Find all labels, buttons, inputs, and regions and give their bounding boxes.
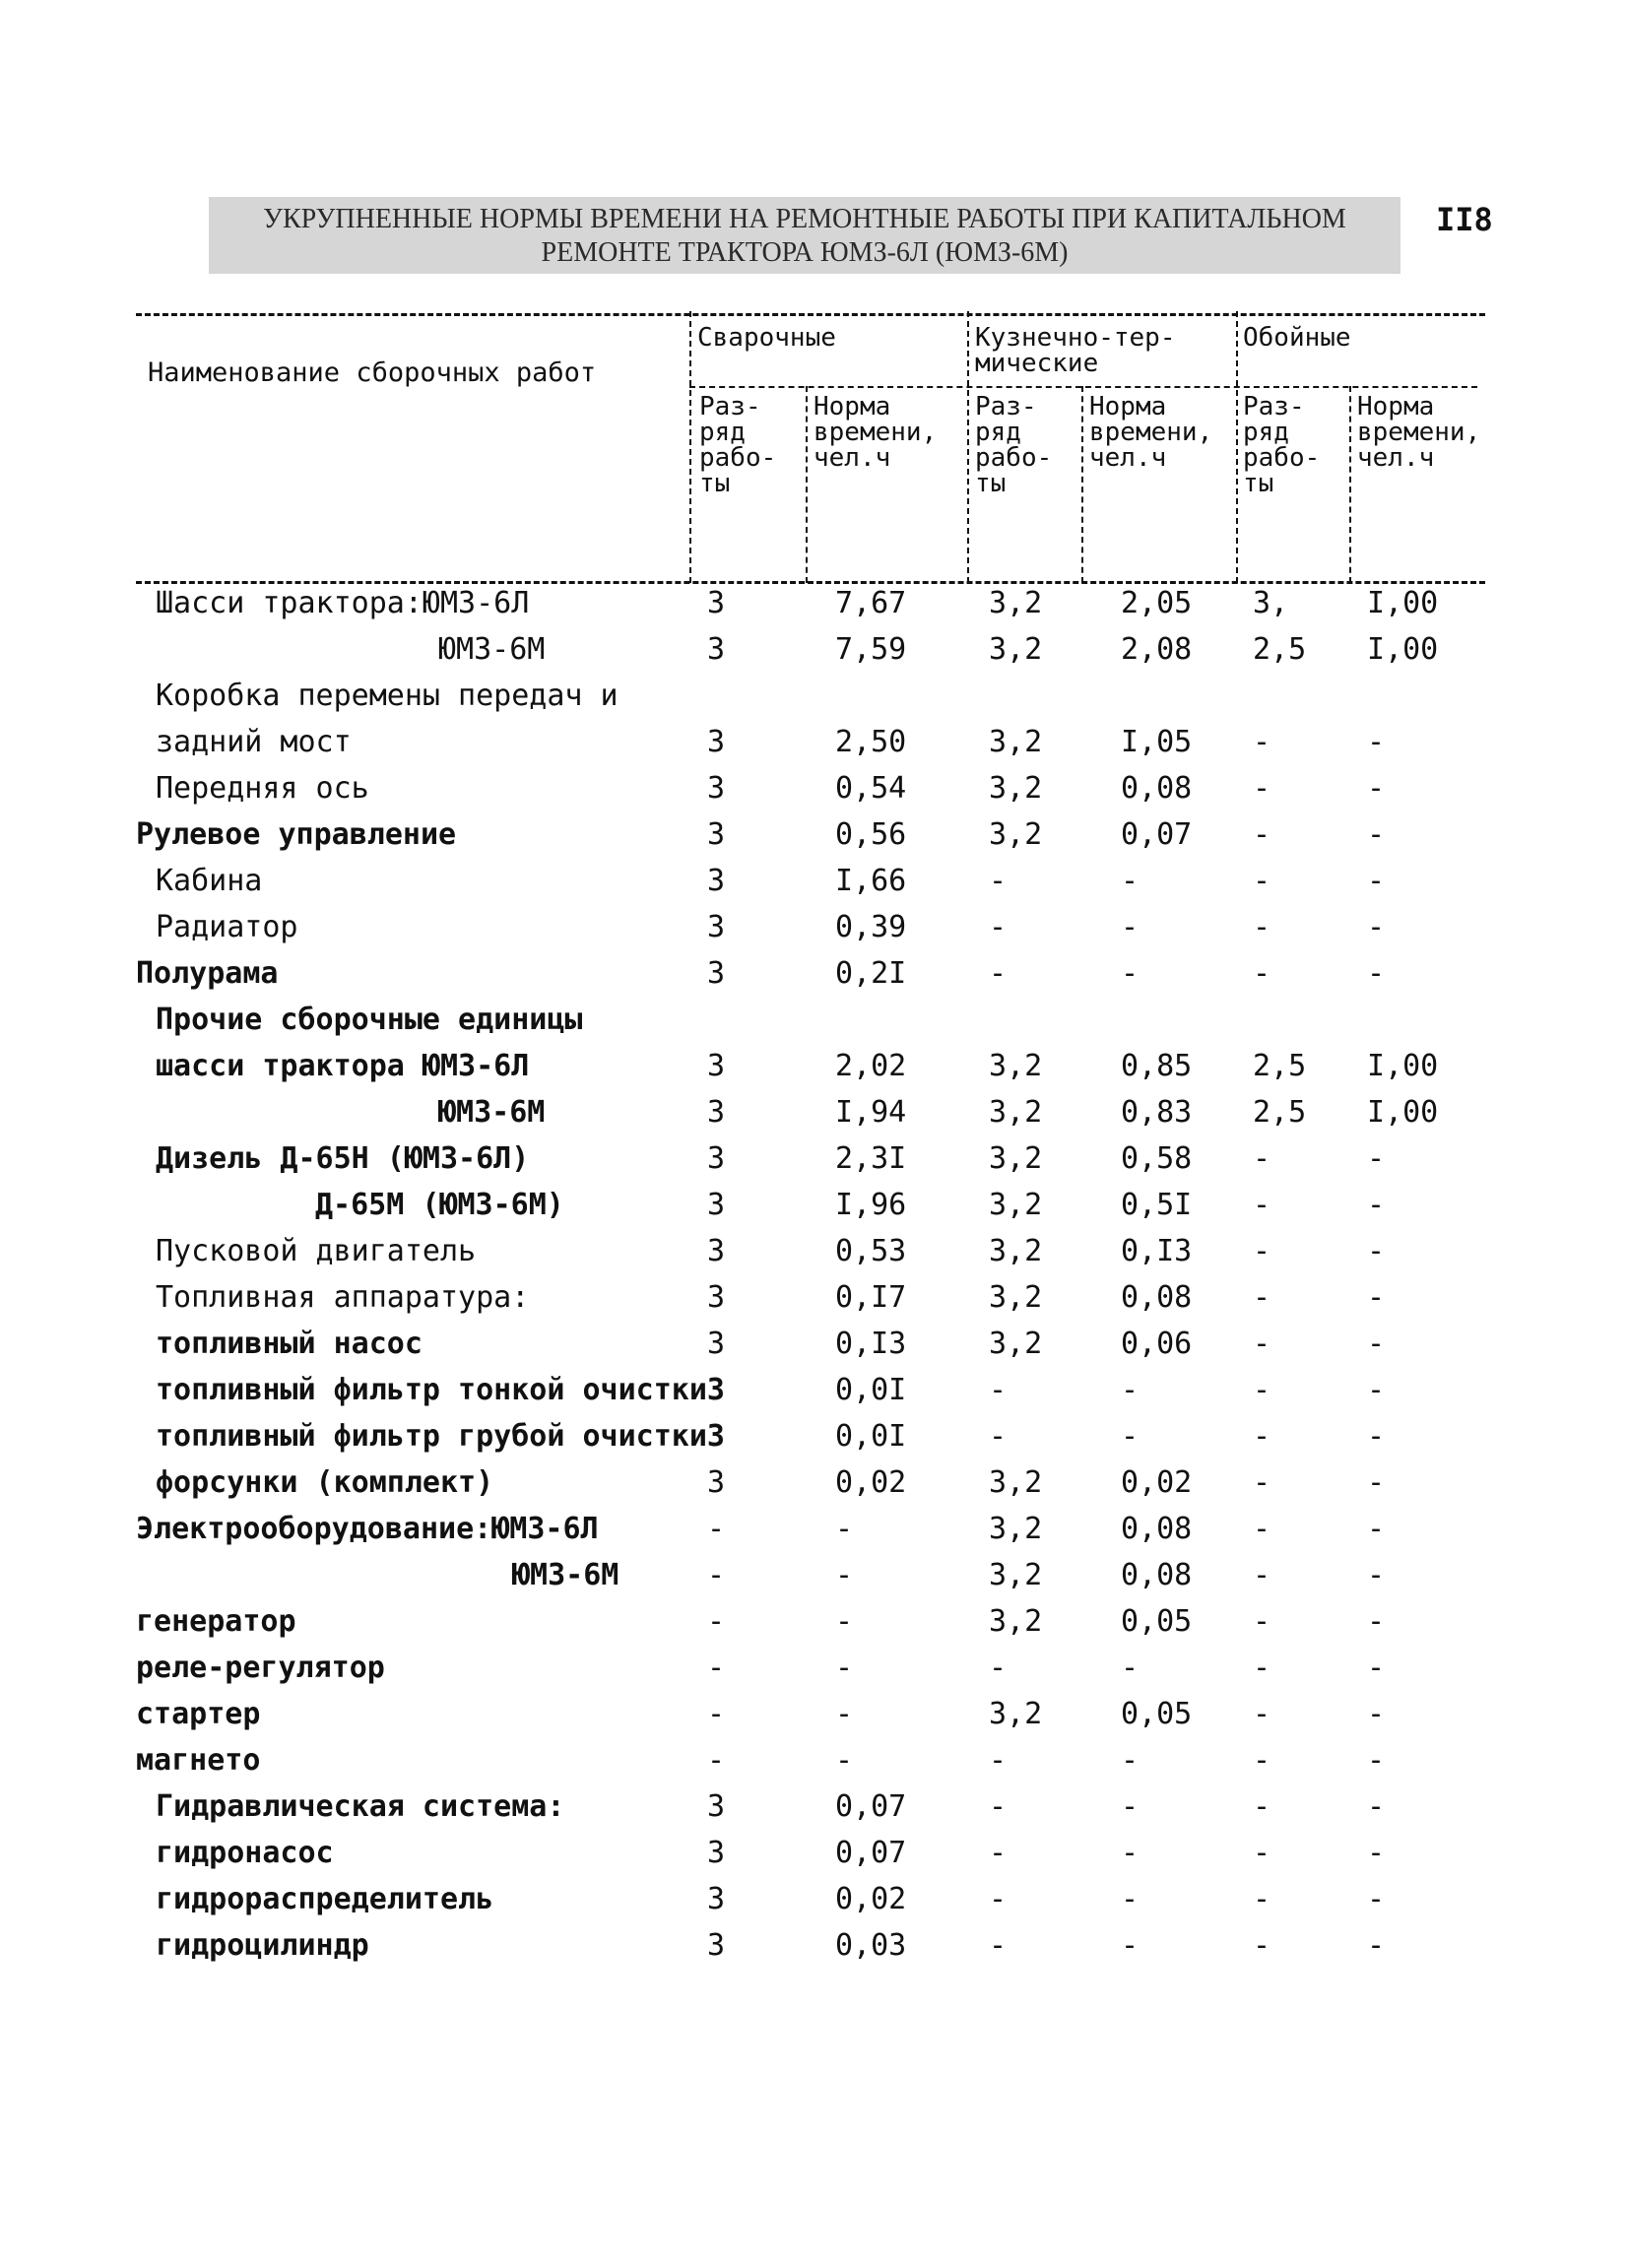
row-cell-2: 0,39 <box>835 910 907 944</box>
row-name: гидрораспределитель <box>156 1882 494 1916</box>
row-cell-3: - <box>989 1882 1008 1916</box>
row-cell-4: - <box>1121 1373 1140 1407</box>
row-cell-2: - <box>835 1558 854 1592</box>
row-cell-1: 3 <box>707 1836 726 1870</box>
row-cell-5: - <box>1253 1465 1271 1500</box>
row-name: Кабина <box>156 864 263 898</box>
row-cell-4: 2,05 <box>1121 586 1193 620</box>
row-cell-3: 3,2 <box>989 1141 1043 1176</box>
row-cell-4: 0,83 <box>1121 1095 1193 1130</box>
row-cell-1: 3 <box>707 817 726 852</box>
row-cell-1: 3 <box>707 1789 726 1824</box>
row-cell-1: - <box>707 1604 726 1639</box>
row-cell-5: - <box>1253 1280 1271 1315</box>
row-cell-6: - <box>1367 1373 1386 1407</box>
row-cell-1: 3 <box>707 586 726 620</box>
row-cell-5: - <box>1253 1141 1271 1176</box>
row-cell-1: 3 <box>707 864 726 898</box>
row-cell-1: 3 <box>707 632 726 667</box>
row-cell-5: - <box>1253 956 1271 991</box>
row-cell-2: 2,02 <box>835 1049 907 1083</box>
row-name: гидроцилиндр <box>156 1928 369 1963</box>
row-cell-5: 2,5 <box>1253 632 1307 667</box>
row-cell-6: - <box>1367 956 1386 991</box>
row-cell-5: - <box>1253 1234 1271 1268</box>
row-cell-4: - <box>1121 956 1140 991</box>
row-cell-2: 2,3I <box>835 1141 907 1176</box>
row-cell-6: - <box>1367 1604 1386 1639</box>
row-cell-1: - <box>707 1558 726 1592</box>
row-cell-4: - <box>1121 864 1140 898</box>
row-cell-3: 3,2 <box>989 1558 1043 1592</box>
row-cell-4: 0,08 <box>1121 1512 1193 1546</box>
row-cell-1: 3 <box>707 1234 726 1268</box>
row-cell-4: 0,08 <box>1121 771 1193 806</box>
row-cell-1: - <box>707 1743 726 1778</box>
row-name: Пусковой двигатель <box>156 1234 477 1268</box>
header-norma-upholstery: Норма времени, чел.ч <box>1357 392 1481 473</box>
row-cell-1: - <box>707 1512 726 1546</box>
row-cell-1: 3 <box>707 771 726 806</box>
row-cell-2: 0,0I <box>835 1419 907 1454</box>
row-cell-4: 2,08 <box>1121 632 1193 667</box>
row-cell-3: - <box>989 1373 1008 1407</box>
row-cell-5: - <box>1253 1697 1271 1731</box>
row-cell-5: - <box>1253 1928 1271 1963</box>
row-name: топливный фильтр тонкой очистки3 <box>156 1373 725 1407</box>
row-cell-5: - <box>1253 1651 1271 1685</box>
row-cell-6: - <box>1367 1882 1386 1916</box>
row-cell-4: 0,58 <box>1121 1141 1193 1176</box>
row-cell-2: 7,59 <box>835 632 907 667</box>
row-cell-2: I,96 <box>835 1188 907 1222</box>
row-cell-6: - <box>1367 910 1386 944</box>
row-cell-3: - <box>989 1651 1008 1685</box>
row-cell-2: 0,07 <box>835 1789 907 1824</box>
row-cell-4: - <box>1121 910 1140 944</box>
header-top-rule <box>136 313 1485 316</box>
row-cell-4: 0,I3 <box>1121 1234 1193 1268</box>
row-cell-6: - <box>1367 1327 1386 1361</box>
row-cell-3: 3,2 <box>989 1095 1043 1130</box>
row-cell-3: 3,2 <box>989 632 1043 667</box>
header-norma-weld: Норма времени, чел.ч <box>814 392 938 473</box>
row-cell-4: 0,05 <box>1121 1697 1193 1731</box>
row-cell-6: I,00 <box>1367 586 1439 620</box>
row-cell-3: 3,2 <box>989 725 1043 759</box>
row-cell-3: 3,2 <box>989 817 1043 852</box>
row-cell-6: - <box>1367 725 1386 759</box>
row-cell-5: - <box>1253 1419 1271 1454</box>
row-cell-4: - <box>1121 1743 1140 1778</box>
row-name: Электрооборудование:ЮМЗ-6Л <box>136 1512 599 1546</box>
row-name: магнето <box>136 1743 261 1778</box>
row-cell-5: - <box>1253 1188 1271 1222</box>
row-cell-6: - <box>1367 1928 1386 1963</box>
row-cell-5: 2,5 <box>1253 1049 1307 1083</box>
divider-upholstery-group <box>1236 311 1238 583</box>
row-cell-1: 3 <box>707 1049 726 1083</box>
row-name: Шасси трактора:ЮМЗ-6Л <box>156 586 530 620</box>
row-name: ЮМЗ-6М <box>438 1095 546 1130</box>
row-cell-1: 3 <box>707 1188 726 1222</box>
row-cell-4: - <box>1121 1419 1140 1454</box>
row-cell-1: 3 <box>707 956 726 991</box>
row-cell-2: - <box>835 1604 854 1639</box>
row-name: реле-регулятор <box>136 1651 385 1685</box>
row-cell-6: - <box>1367 1419 1386 1454</box>
row-cell-2: - <box>835 1697 854 1731</box>
row-name: Д-65М (ЮМЗ-6М) <box>315 1188 564 1222</box>
row-cell-1: 3 <box>707 1928 726 1963</box>
row-name: Дизель Д-65Н (ЮМЗ-6Л) <box>156 1141 530 1176</box>
row-cell-5: 2,5 <box>1253 1095 1307 1130</box>
row-cell-5: - <box>1253 1743 1271 1778</box>
row-cell-5: - <box>1253 1558 1271 1592</box>
row-cell-6: - <box>1367 1512 1386 1546</box>
row-name: Полурама <box>136 956 279 991</box>
row-cell-6: - <box>1367 864 1386 898</box>
row-cell-6: - <box>1367 771 1386 806</box>
row-cell-6: - <box>1367 1789 1386 1824</box>
row-name: Топливная аппаратура: <box>156 1280 530 1315</box>
row-name: генератор <box>136 1604 296 1639</box>
row-cell-3: 3,2 <box>989 1327 1043 1361</box>
row-name: топливный фильтр грубой очистки3 <box>156 1419 725 1454</box>
row-cell-5: - <box>1253 910 1271 944</box>
row-cell-4: I,05 <box>1121 725 1193 759</box>
header-norma-forge: Норма времени, чел.ч <box>1089 392 1213 473</box>
row-name: Передняя ось <box>156 771 369 806</box>
header-group-forge: Кузнечно-тер- мические <box>975 323 1176 378</box>
header-group-weld: Сварочные <box>697 323 836 353</box>
document-title <box>209 197 1400 274</box>
row-cell-1: - <box>707 1651 726 1685</box>
title-line-2: РЕМОНТЕ ТРАКТОРА ЮМЗ-6Л (ЮМЗ-6М) <box>541 237 1069 268</box>
row-cell-4: 0,07 <box>1121 817 1193 852</box>
row-cell-4: - <box>1121 1882 1140 1916</box>
row-name: Радиатор <box>156 910 298 944</box>
row-cell-4: 0,05 <box>1121 1604 1193 1639</box>
row-cell-3: - <box>989 910 1008 944</box>
row-cell-2: 0,0I <box>835 1373 907 1407</box>
row-cell-6: - <box>1367 1743 1386 1778</box>
row-cell-4: - <box>1121 1928 1140 1963</box>
row-name: ЮМЗ-6М <box>438 632 546 667</box>
row-cell-4: 0,08 <box>1121 1280 1193 1315</box>
row-cell-5: - <box>1253 725 1271 759</box>
row-cell-3: 3,2 <box>989 1512 1043 1546</box>
divider-forge <box>1081 386 1083 583</box>
row-name: задний мост <box>156 725 352 759</box>
row-cell-4: 0,08 <box>1121 1558 1193 1592</box>
divider-weld <box>806 386 808 583</box>
row-cell-5: - <box>1253 817 1271 852</box>
row-cell-3: - <box>989 1789 1008 1824</box>
row-cell-6: - <box>1367 1558 1386 1592</box>
row-cell-2: 0,I7 <box>835 1280 907 1315</box>
row-cell-3: - <box>989 1836 1008 1870</box>
row-cell-3: 3,2 <box>989 1049 1043 1083</box>
row-cell-3: 3,2 <box>989 586 1043 620</box>
row-cell-6: I,00 <box>1367 1095 1439 1130</box>
row-cell-6: - <box>1367 1697 1386 1731</box>
row-cell-2: 7,67 <box>835 586 907 620</box>
title-line-1: УКРУПНЕННЫЕ НОРМЫ ВРЕМЕНИ НА РЕМОНТНЫЕ РАБОТЫ ПРИ КАПИТАЛЬНОМ <box>263 204 1346 234</box>
row-cell-2: 0,54 <box>835 771 907 806</box>
row-cell-2: 0,03 <box>835 1928 907 1963</box>
row-cell-5: - <box>1253 1373 1271 1407</box>
row-cell-2: - <box>835 1743 854 1778</box>
row-cell-3: - <box>989 1928 1008 1963</box>
row-cell-2: 2,50 <box>835 725 907 759</box>
row-cell-4: - <box>1121 1789 1140 1824</box>
row-cell-6: - <box>1367 1836 1386 1870</box>
row-cell-3: 3,2 <box>989 1188 1043 1222</box>
row-cell-2: I,66 <box>835 864 907 898</box>
row-cell-5: - <box>1253 1882 1271 1916</box>
row-name: шасси трактора ЮМЗ-6Л <box>156 1049 530 1083</box>
row-cell-1: 3 <box>707 1141 726 1176</box>
row-cell-5: - <box>1253 1789 1271 1824</box>
row-cell-2: 0,I3 <box>835 1327 907 1361</box>
row-cell-6: - <box>1367 1141 1386 1176</box>
row-name: гидронасос <box>156 1836 334 1870</box>
header-razryad-weld: Раз- ряд рабо- ты <box>699 392 777 498</box>
divider-upholstery <box>1349 386 1351 583</box>
row-cell-3: - <box>989 1743 1008 1778</box>
divider-name <box>689 311 691 583</box>
row-cell-4: 0,5I <box>1121 1188 1193 1222</box>
row-cell-1: 3 <box>707 1327 726 1361</box>
header-group-upholstery: Обойные <box>1243 323 1351 353</box>
row-cell-1: 3 <box>707 1882 726 1916</box>
row-cell-3: 3,2 <box>989 1604 1043 1639</box>
row-cell-6: - <box>1367 1234 1386 1268</box>
group-rule <box>689 386 1477 388</box>
row-cell-1: 3 <box>707 1095 726 1130</box>
row-cell-3: - <box>989 1419 1008 1454</box>
row-cell-5: - <box>1253 771 1271 806</box>
divider-forge-group <box>967 311 969 583</box>
row-cell-5: - <box>1253 1836 1271 1870</box>
row-cell-5: - <box>1253 1327 1271 1361</box>
row-cell-2: 0,02 <box>835 1465 907 1500</box>
row-cell-5: 3, <box>1253 586 1289 620</box>
row-cell-3: - <box>989 956 1008 991</box>
row-cell-3: 3,2 <box>989 1234 1043 1268</box>
row-name: Гидравлическая система: <box>156 1789 565 1824</box>
row-name: форсунки (комплект) <box>156 1465 494 1500</box>
row-cell-6: - <box>1367 817 1386 852</box>
row-cell-2: 0,2I <box>835 956 907 991</box>
row-cell-2: I,94 <box>835 1095 907 1130</box>
row-cell-4: 0,06 <box>1121 1327 1193 1361</box>
row-name: Рулевое управление <box>136 817 457 852</box>
header-razryad-forge: Раз- ряд рабо- ты <box>975 392 1053 498</box>
row-cell-2: - <box>835 1651 854 1685</box>
row-name: топливный насос <box>156 1327 423 1361</box>
row-cell-3: 3,2 <box>989 1697 1043 1731</box>
row-cell-5: - <box>1253 1512 1271 1546</box>
row-cell-3: 3,2 <box>989 1280 1043 1315</box>
row-cell-6: I,00 <box>1367 1049 1439 1083</box>
row-cell-6: - <box>1367 1280 1386 1315</box>
row-cell-1: 3 <box>707 910 726 944</box>
row-cell-4: - <box>1121 1651 1140 1685</box>
row-cell-6: I,00 <box>1367 632 1439 667</box>
row-cell-6: - <box>1367 1651 1386 1685</box>
row-cell-3: 3,2 <box>989 771 1043 806</box>
header-razryad-upholstery: Раз- ряд рабо- ты <box>1243 392 1321 498</box>
row-name: Прочие сборочные единицы <box>156 1003 583 1037</box>
row-cell-2: 0,53 <box>835 1234 907 1268</box>
row-cell-3: 3,2 <box>989 1465 1043 1500</box>
row-cell-1: 3 <box>707 1280 726 1315</box>
row-cell-6: - <box>1367 1188 1386 1222</box>
row-cell-5: - <box>1253 864 1271 898</box>
row-cell-1: 3 <box>707 725 726 759</box>
row-cell-5: - <box>1253 1604 1271 1639</box>
row-cell-2: 0,56 <box>835 817 907 852</box>
row-cell-4: 0,85 <box>1121 1049 1193 1083</box>
row-name: Коробка перемены передач и <box>156 679 619 713</box>
row-cell-2: - <box>835 1512 854 1546</box>
row-cell-4: 0,02 <box>1121 1465 1193 1500</box>
row-cell-6: - <box>1367 1465 1386 1500</box>
row-cell-2: 0,02 <box>835 1882 907 1916</box>
row-cell-4: - <box>1121 1836 1140 1870</box>
row-cell-2: 0,07 <box>835 1836 907 1870</box>
page-number: II8 <box>1436 201 1493 238</box>
row-cell-1: - <box>707 1697 726 1731</box>
row-name: стартер <box>136 1697 261 1731</box>
row-name: ЮМЗ-6М <box>512 1558 619 1592</box>
row-cell-1: 3 <box>707 1465 726 1500</box>
row-cell-3: - <box>989 864 1008 898</box>
header-name-col: Наименование сборочных работ <box>148 357 597 388</box>
